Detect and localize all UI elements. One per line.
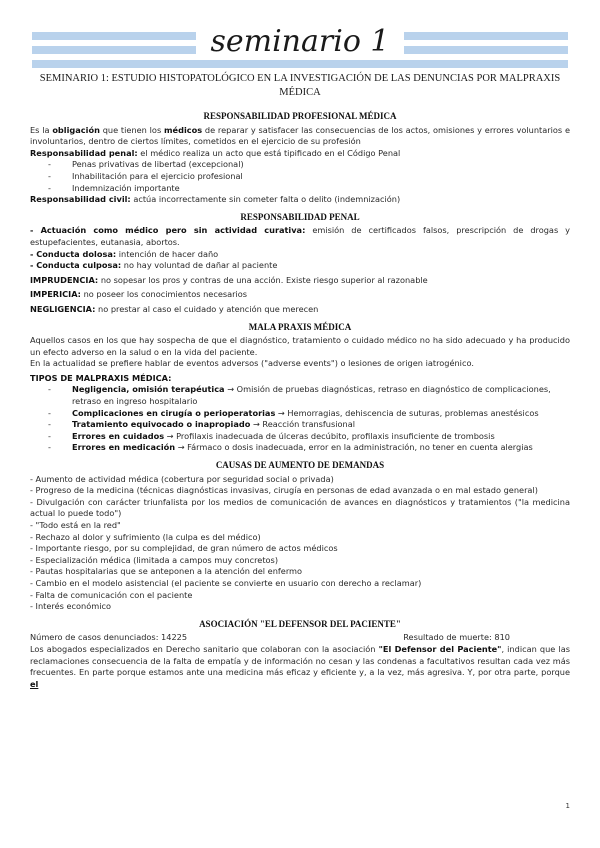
list-item: - Inhabilitación para el ejercicio profesional xyxy=(46,171,570,183)
deaths-count: Resultado de muerte: 810 xyxy=(403,632,510,643)
paragraph: Responsabilidad penal: el médico realiza un acto que está tipificado en el Código Penal xyxy=(30,147,401,158)
title-banner xyxy=(32,22,568,68)
list-item: - Penas privativas de libertad (excepcional) xyxy=(46,159,570,171)
list-item: - Errores en cuidados → Profilaxis inadecuada de úlceras decúbito, profilaxis insuficiente de trombosis xyxy=(46,431,570,443)
list-item: - Tratamiento equivocado o inapropiado → Reacción transfusional xyxy=(46,419,570,431)
page-number: 1 xyxy=(565,802,570,810)
section-heading: RESPONSABILIDAD PENAL xyxy=(240,211,360,222)
section-heading: ASOCIACIÓN "EL DEFENSOR DEL PACIENTE" xyxy=(199,618,401,629)
list-item: - Importante riesgo, por su complejidad, de gran número de actos médicos xyxy=(30,543,338,554)
paragraph: - Actuación como médico pero sin actividad curativa: emisión de certificados falsos, prescripción de drogas y estupefacientes, eutanasia, abortos. xyxy=(30,225,571,247)
list-item: - Errores en medicación → Fármaco o dosis inadecuada, error en la administración, no tener en cuenta alergias xyxy=(46,442,570,454)
cases-count: Número de casos denunciados: 14225 xyxy=(30,632,188,643)
list-item: - Negligencia, omisión terapéutica → Omisión de pruebas diagnósticas, retraso en diagnóstico de complicaciones, retraso en ingreso hospitalario xyxy=(46,384,570,407)
list-item: - Rechazo al dolor y sufrimiento (la culpa es del médico) xyxy=(30,531,261,542)
paragraph: IMPERICIA: no poseer los conocimientos necesarios xyxy=(30,289,248,300)
list-item: - Complicaciones en cirugía o perioperatorias → Hemorragias, dehiscencia de suturas, problemas anestésicos xyxy=(46,408,570,420)
statistics-row xyxy=(30,632,570,644)
list-item: - Pautas hospitalarias que se anteponen a la atención del enfermo xyxy=(30,566,303,577)
list xyxy=(46,384,570,454)
paragraph: TIPOS DE MALPRAXIS MÉDICA: xyxy=(30,372,172,383)
paragraph: IMPRUDENCIA: no sopesar los pros y contras de una acción. Existe riesgo superior al razonable xyxy=(30,274,428,285)
list-item: - Progreso de la medicina (técnicas diagnósticas invasivas, cirugía en personas de edad avanzada o en mal estado general) xyxy=(30,485,538,496)
document-subtitle: SEMINARIO 1: ESTUDIO HISTOPATOLÓGICO EN LA INVESTIGACIÓN DE LAS DENUNCIAS POR MALPRAXIS MÉDICA xyxy=(39,73,561,98)
list-item: - Cambio en el modelo asistencial (el paciente se convierte en usuario con derecho a reclamar) xyxy=(30,577,422,588)
list-item: - Indemnización importante xyxy=(46,183,570,195)
section-heading: MALA PRAXIS MÉDICA xyxy=(248,321,352,332)
title-stripe xyxy=(32,60,568,68)
page-title: seminario 1 xyxy=(32,24,568,59)
list-item: - "Todo está en la red" xyxy=(30,520,121,530)
paragraph: Aquellos casos en los que hay sospecha de que el diagnóstico, tratamiento o cuidado médico no ha sido adecuado y ha producido un efecto adverso en la salud o en la vida del paciente. xyxy=(30,335,570,357)
paragraph: - Conducta culposa: no hay voluntad de dañar al paciente xyxy=(30,260,278,271)
list-item: - Falta de comunicación con el paciente xyxy=(30,589,193,600)
paragraph: Responsabilidad civil: actúa incorrectamente sin cometer falta o delito (indemnización) xyxy=(30,194,401,205)
paragraph: NEGLIGENCIA: no prestar al caso el cuidado y atención que merecen xyxy=(30,303,319,314)
paragraph: Los abogados especializados en Derecho sanitario que colaboran con la asociación "El Defensor del Paciente", indican que las reclamaciones consecuencia de la falta de empatía y de información no cesan y las condenas a facultativos resultan cada vez más frecuentes. En parte porque estamos ante una medicina más eficaz y eficiente y, a la vez, más agresiva. Y, por otra parte, porque el xyxy=(30,643,570,689)
paragraph: Es la obligación que tienen los médicos de reparar y satisfacer las consecuencias de los actos, omisiones y errores voluntarios e involuntarios, dentro de ciertos límites, cometidos en el ejercicio de su profesión xyxy=(30,124,570,147)
section-heading: RESPONSABILIDAD PROFESIONAL MÉDICA xyxy=(203,111,397,121)
list-item: - Aumento de actividad médica (cobertura por seguridad social o privada) xyxy=(30,473,334,484)
section-heading: CAUSAS DE AUMENTO DE DEMANDAS xyxy=(215,460,385,471)
document-body xyxy=(30,108,570,690)
paragraph: En la actualidad se prefiere hablar de eventos adversos ("adverse events") o lesiones de origen iatrogénico. xyxy=(30,358,474,369)
list-item: - Especialización médica (limitada a campos muy concretos) xyxy=(30,554,279,565)
list-item: - Interés económico xyxy=(30,601,112,612)
list-item: - Divulgación con carácter triunfalista por los medios de comunicación de avances en diagnósticos y tratamientos ("la medicina actual lo puede todo") xyxy=(30,496,570,519)
list xyxy=(46,159,570,194)
paragraph: - Conducta dolosa: intención de hacer daño xyxy=(30,248,219,259)
